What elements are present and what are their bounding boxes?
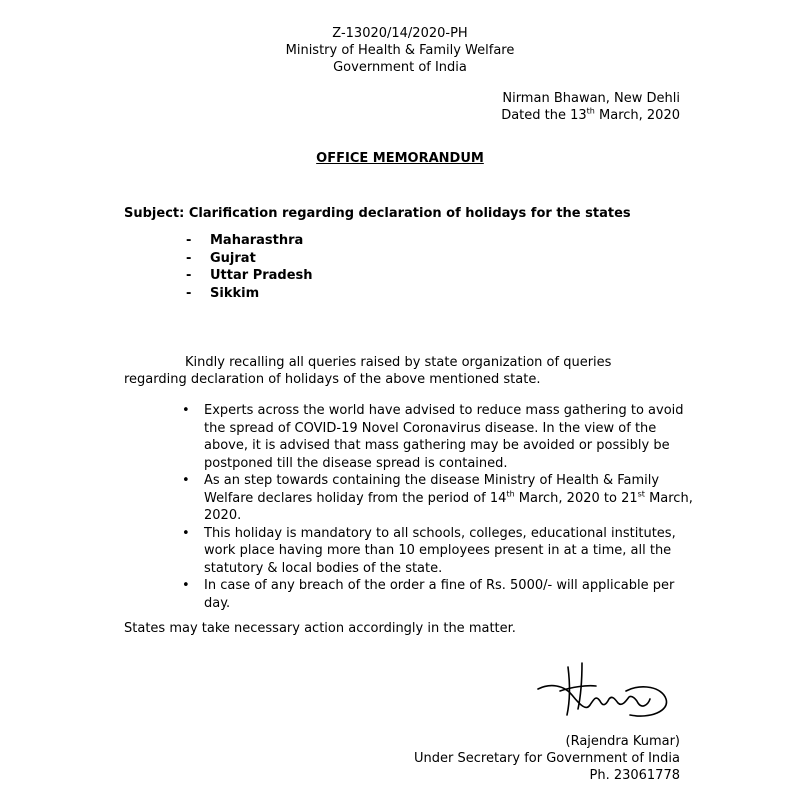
state-item (186, 267, 313, 285)
place: Nirman Bhawan, New Dehli (502, 91, 680, 106)
intro-line-1: Kindly recalling all queries raised by state organization of queries (185, 355, 612, 370)
place-and-date (501, 90, 680, 124)
point-superscript: st (637, 489, 645, 499)
directive-points (182, 402, 702, 612)
point-text: Experts across the world have advised to reduce mass gathering to avoid the spread of COVID-19 Novel Coronavirus disease. In the view of the above, it is advised that mass gathering may be avoided or possibly be postponed till the disease spread is contained. (204, 403, 684, 471)
subject-line: Subject: Clarification regarding declaration of holidays for the states (124, 206, 631, 221)
closing-line: States may take necessary action accordingly in the matter. (124, 621, 516, 636)
date-prefix: Dated the 13 (501, 108, 587, 123)
ministry-name: Ministry of Health & Family Welfare (285, 43, 515, 58)
point-text: In case of any breach of the order a fine of Rs. 5000/- will applicable per day. (204, 578, 675, 611)
signature-image (530, 655, 675, 730)
bullet-icon: • (182, 578, 190, 593)
bullet-icon: • (182, 473, 190, 488)
dash-marker: - (186, 250, 192, 266)
intro-line-2: regarding declaration of holidays of the above mentioned state. (124, 372, 541, 387)
date-suffix: March, 2020 (594, 108, 680, 123)
state-item (186, 285, 313, 303)
point-superscript: th (506, 489, 515, 499)
state-item (186, 250, 313, 268)
date (501, 107, 680, 124)
state-name: Maharasthra (210, 233, 304, 248)
state-name: Uttar Pradesh (210, 268, 313, 283)
point-item (182, 525, 702, 578)
signatory-block (414, 733, 680, 784)
states-list (186, 232, 313, 302)
file-number: Z-13020/14/2020-PH (332, 26, 468, 41)
signatory-name: (Rajendra Kumar) (565, 734, 680, 749)
dash-marker: - (186, 285, 192, 301)
signatory-phone: Ph. 23061778 (589, 768, 680, 783)
date-superscript: th (586, 106, 595, 116)
government-name: Government of India (333, 60, 467, 75)
state-name: Gujrat (210, 250, 256, 266)
intro-paragraph (124, 354, 684, 388)
signatory-designation: Under Secretary for Government of India (414, 751, 680, 766)
point-text: This holiday is mandatory to all schools, colleges, educational institutes, work place having more than 10 employees present in at a time, all the statutory & local bodies of the state. (204, 525, 676, 576)
point-item (182, 402, 702, 472)
document-title: OFFICE MEMORANDUM (316, 151, 484, 166)
bullet-icon: • (182, 525, 190, 541)
dash-marker: - (186, 233, 192, 248)
bullet-icon: • (182, 403, 190, 418)
letterhead (0, 25, 800, 76)
point-text-c: March, 2020. (204, 490, 693, 523)
state-name: Sikkim (210, 285, 260, 301)
point-text-b: March, 2020 to 21 (514, 490, 638, 506)
state-item (186, 232, 313, 250)
point-text-a: As an step towards containing the disease Ministry of Health & Family Welfare declares holiday from the period of 14 (204, 473, 660, 506)
dash-marker: - (186, 268, 192, 283)
point-item (182, 472, 702, 525)
point-item (182, 577, 702, 612)
